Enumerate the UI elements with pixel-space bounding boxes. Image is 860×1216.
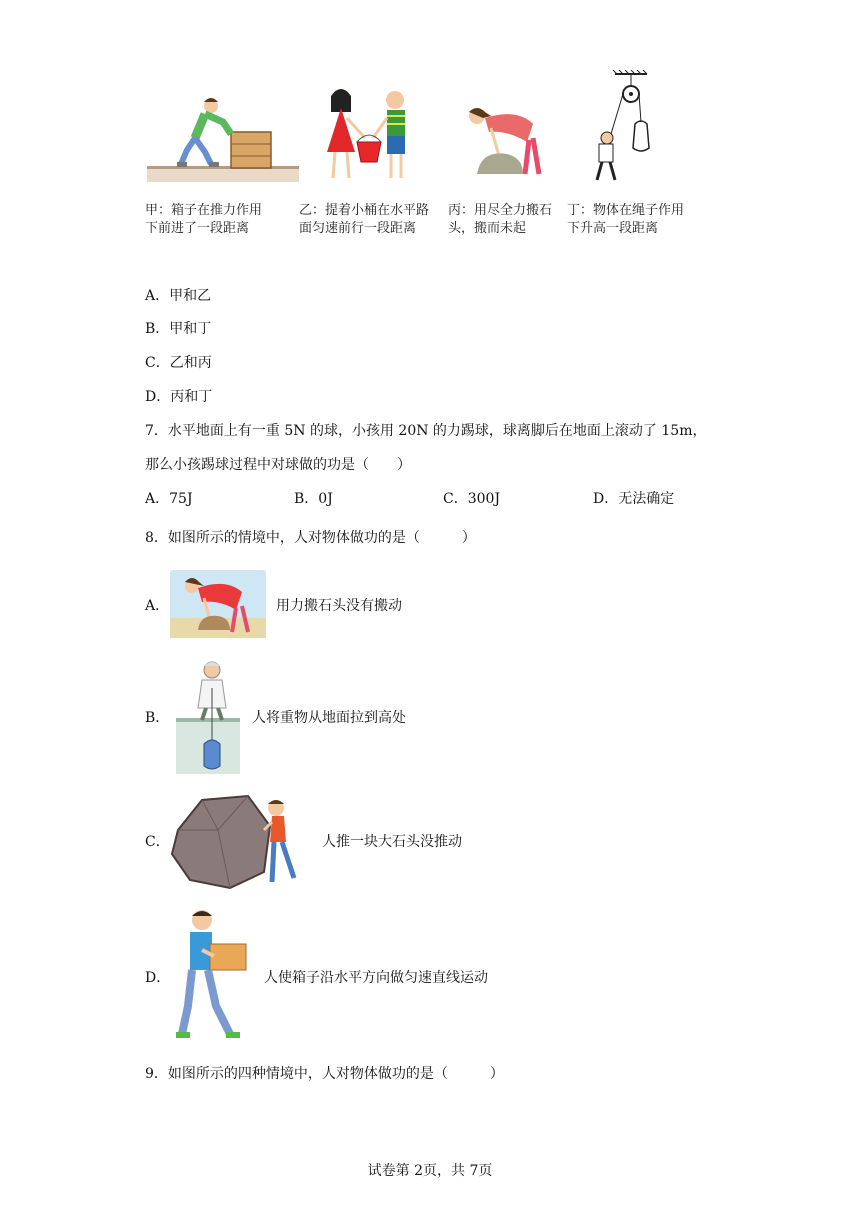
q7-option-d[interactable] <box>593 489 674 509</box>
q7-stem-line1: 7．水平地面上有一重 5N 的球，小孩用 20N 的力踢球，球离脚后在地面上滚动了 15m， <box>145 423 707 439</box>
q6-option-b[interactable] <box>145 319 211 339</box>
scene-bing-lift-stone <box>447 102 559 182</box>
option-letter: C． <box>443 491 468 507</box>
caption-ding-line1: 丁：物体在绳子作用 <box>567 203 685 218</box>
page-footer: 试卷第 2页，共 7页 <box>367 1163 493 1179</box>
option-text: 75J <box>169 491 193 507</box>
option-text: 甲和丁 <box>169 321 212 337</box>
option-text: 0J <box>318 491 333 507</box>
caption-bing-line1: 丙：用尽全力搬石 <box>448 203 553 218</box>
caption-jia <box>145 202 262 238</box>
q8-stem: 8．如图所示的情境中，人对物体做功的是（ ） <box>145 530 476 546</box>
caption-bing-line2: 头，搬而未起 <box>448 221 527 236</box>
option-text: 丙和丁 <box>170 389 213 405</box>
caption-ding <box>567 202 684 238</box>
scene-yi-carry-bucket <box>305 82 425 186</box>
option-letter: A． <box>145 288 170 304</box>
q7-option-b[interactable] <box>294 489 333 509</box>
option-letter: A． <box>145 491 170 507</box>
caption-yi <box>299 202 429 238</box>
q8-option-d-letter[interactable]: D． <box>145 970 171 986</box>
image-man-pulling-weight <box>172 658 244 774</box>
scene-jia-push-box <box>147 92 299 184</box>
q8-option-a-text: 用力搬石头没有搬动 <box>276 598 402 614</box>
q8-option-b-letter[interactable]: B． <box>145 710 170 726</box>
image-boy-carrying-box <box>172 906 256 1044</box>
q9-stem: 9．如图所示的四种情境中，人对物体做功的是（ ） <box>145 1066 504 1082</box>
caption-jia-line2: 下前进了一段距离 <box>145 221 250 236</box>
q8-option-b-text: 人将重物从地面拉到高处 <box>252 710 406 726</box>
option-letter: D． <box>593 491 619 507</box>
caption-ding-line2: 下升高一段距离 <box>567 221 659 236</box>
q8-option-a-letter[interactable]: A． <box>145 598 170 614</box>
scene-ding-pulley <box>585 70 673 188</box>
caption-jia-line1: 甲：箱子在推力作用 <box>145 203 263 218</box>
option-text: 无法确定 <box>618 491 675 507</box>
option-text: 乙和丙 <box>169 355 212 371</box>
q6-option-a[interactable] <box>145 286 211 306</box>
q6-option-d[interactable] <box>145 387 212 407</box>
q8-option-c-text: 人推一块大石头没推动 <box>322 834 462 850</box>
image-boy-pushing-rock <box>168 790 312 890</box>
q8-option-d-text: 人使箱子沿水平方向做匀速直线运动 <box>264 970 488 986</box>
caption-yi-line1: 乙：提着小桶在水平路 <box>299 203 430 218</box>
option-text: 甲和乙 <box>169 288 212 304</box>
option-letter: B． <box>294 491 319 507</box>
caption-bing <box>448 202 552 238</box>
caption-yi-line2: 面匀速前行一段距离 <box>299 221 417 236</box>
top-figure <box>145 70 705 245</box>
option-letter: C． <box>145 355 170 371</box>
option-text: 300J <box>467 491 501 507</box>
q7-option-c[interactable] <box>443 489 500 509</box>
q7-stem-line2: 那么小孩踢球过程中对球做的功是（ ） <box>145 457 411 473</box>
q7-option-a[interactable] <box>145 489 193 509</box>
q6-option-c[interactable] <box>145 353 212 373</box>
option-letter: D． <box>145 389 171 405</box>
option-letter: B． <box>145 321 170 337</box>
q8-option-c-letter[interactable]: C． <box>145 834 170 850</box>
image-girl-lifting-stone <box>170 570 266 638</box>
